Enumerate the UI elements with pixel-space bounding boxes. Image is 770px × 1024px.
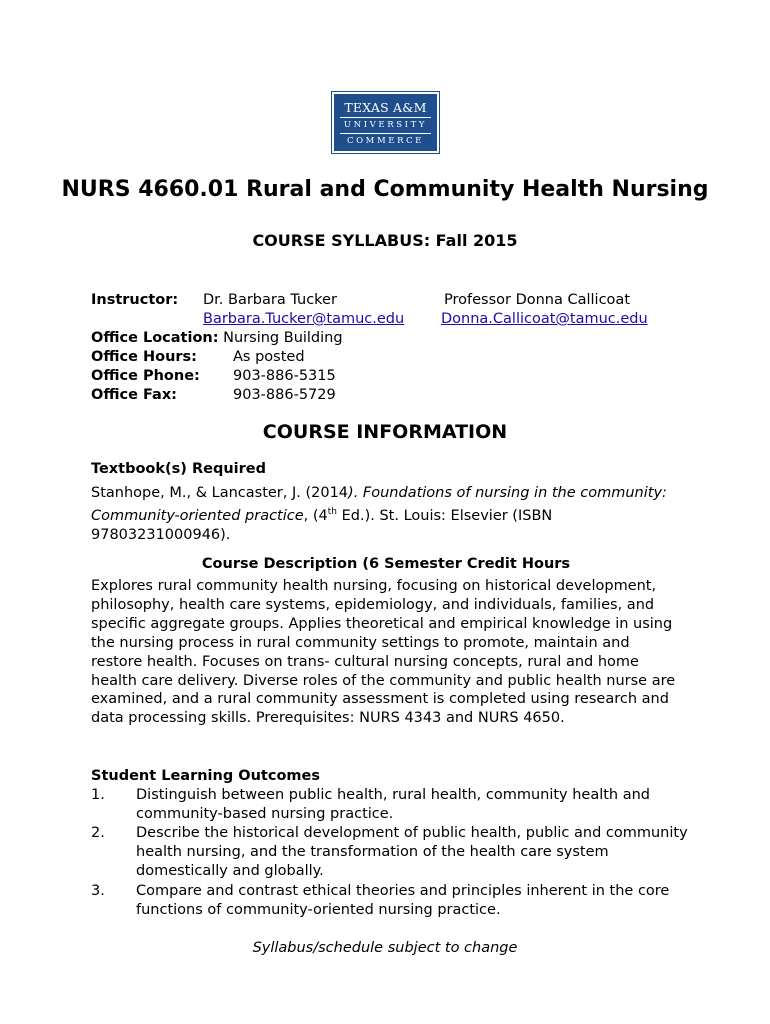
instructor1-email-link[interactable]: Barbara.Tucker@tamuc.edu [203, 311, 405, 327]
textbook-citation [91, 484, 681, 545]
instructor1-name: Dr. Barbara Tucker [203, 292, 337, 308]
office-hours-label: Office Hours: [91, 349, 197, 365]
course-title: NURS 4660.01 Rural and Community Health Nursing [61, 177, 709, 202]
office-location-value: Nursing Building [223, 330, 343, 346]
syllabus-subtitle: COURSE SYLLABUS: Fall 2015 [252, 231, 518, 250]
office-hours-value: As posted [233, 349, 305, 365]
instructor-label: Instructor: [91, 292, 179, 308]
outcome-number: 1. [91, 787, 105, 803]
textbook-title: ). Foundations of nursing in the community: Community-oriented practice [91, 485, 667, 524]
logo-line-2: UNIVERSITY [343, 120, 428, 130]
page-footer-note: Syllabus/schedule subject to change [252, 940, 518, 956]
course-information-heading: COURSE INFORMATION [262, 421, 508, 443]
textbook-edition-sup: th [327, 506, 338, 517]
logo-line-1: TEXAS A&M [344, 100, 427, 115]
outcome-item: Distinguish between public health, rural health, community health and community-based nursing practice. [136, 787, 651, 822]
logo-line-3: COMMERCE [347, 136, 424, 146]
instructor2-name: Professor Donna Callicoat [444, 292, 631, 308]
office-fax-value: 903-886-5729 [233, 387, 336, 403]
textbook-edition-post: Ed.). St. Louis: Elsevier (ISBN 97803231000946). [91, 507, 553, 543]
textbook-edition-pre: , (4 [303, 507, 328, 524]
office-location-label: Office Location: [91, 330, 219, 346]
outcome-number: 3. [91, 883, 105, 899]
outcome-item: Compare and contrast ethical theories and principles inherent in the core functions of community-oriented nursing practice. [136, 883, 670, 918]
outcome-number: 2. [91, 825, 105, 841]
office-phone-value: 903-886-5315 [233, 368, 336, 384]
university-logo [332, 92, 439, 153]
office-fax-label: Office Fax: [91, 387, 177, 403]
textbook-heading: Textbook(s) Required [91, 461, 266, 477]
course-description-heading: Course Description (6 Semester Credit Hours [201, 556, 571, 572]
instructor2-email-link[interactable]: Donna.Callicoat@tamuc.edu [441, 311, 648, 327]
textbook-authors: Stanhope, M., & Lancaster, J. (2014 [91, 485, 349, 501]
outcome-item: Describe the historical development of public health, public and community health nursing, and the transformation of the health care system domestically and globally. [136, 825, 688, 879]
course-description-text: Explores rural community health nursing, focusing on historical development, philosophy, health care systems, epidemiology, and individuals, families, and specific aggregate groups. Applies theoretical and empirical knowledge in using the nursing process in rural community settings to promote, maintain and restore health. Focuses on trans- cultural nursing concepts, rural and home health care delivery. Diverse roles of the community and public health nurse are examined, and a rural community assessment is completed using research and data processing skills. Prerequisites: NURS 4343 and NURS 4650. [91, 578, 676, 727]
outcomes-heading: Student Learning Outcomes [91, 768, 320, 784]
office-phone-label: Office Phone: [91, 368, 200, 384]
office-location-row [91, 329, 343, 348]
